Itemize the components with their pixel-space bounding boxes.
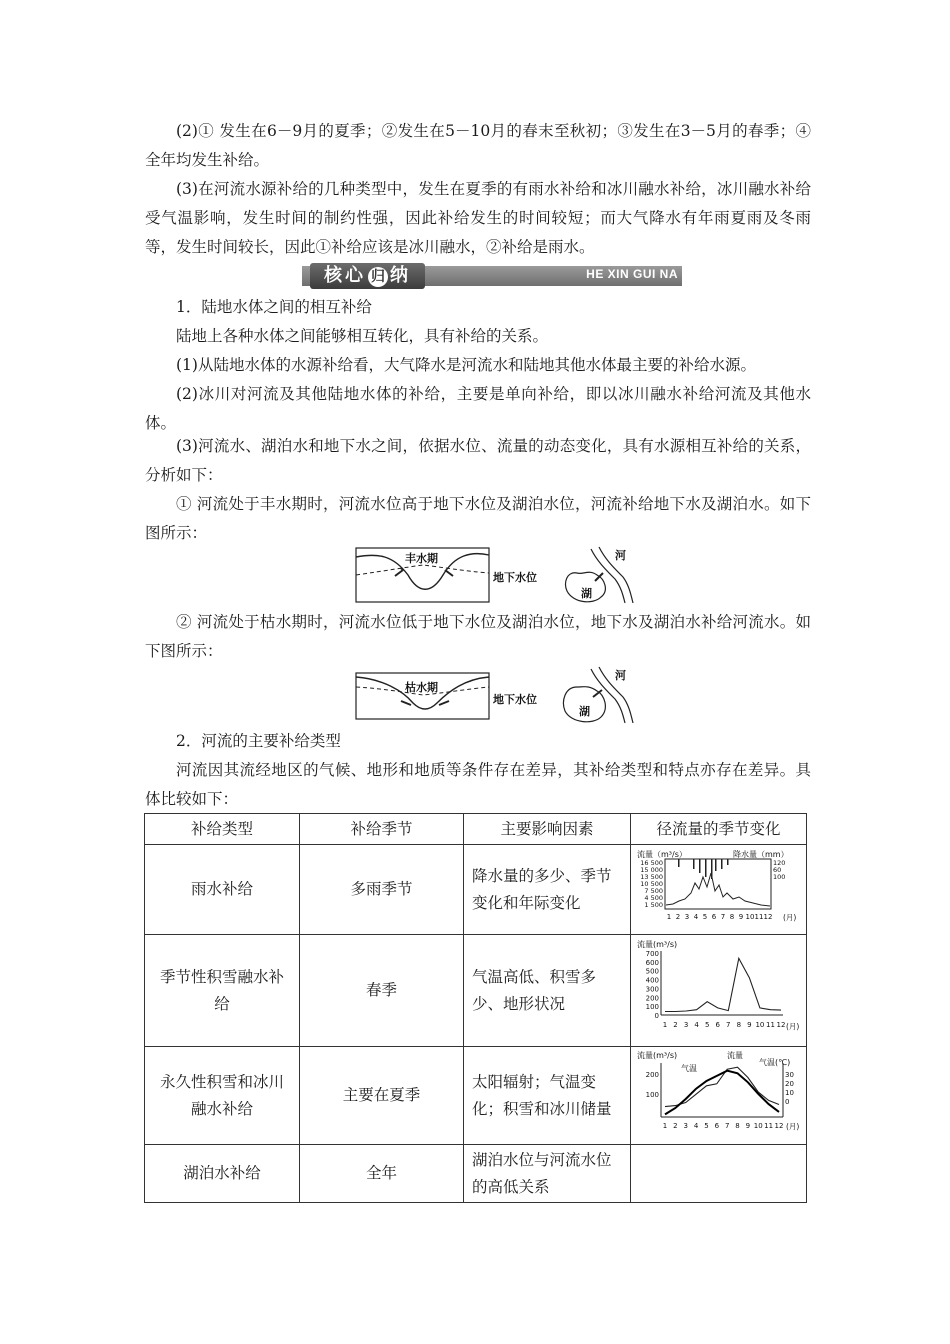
y-tick-label: 7 500 [644, 887, 663, 895]
x-unit: (月) [786, 1022, 800, 1031]
plot-frame [665, 859, 771, 909]
x-tick-group [663, 1122, 784, 1130]
table-header: 径流量的季节变化 [631, 814, 807, 845]
y2-tick-label: 60 [773, 866, 782, 874]
y-tick-label: 4 500 [644, 894, 663, 902]
paragraph-answer-2: (2)① 发生在6－9月的夏季；②发生在5－10月的春末至秋初；③发生在3－5月的春季；④全年均发生补给。 [145, 122, 811, 169]
runoff-line [666, 873, 770, 906]
table-cell: 太阳辐射；气温变化；积雪和冰川储量 [464, 1047, 631, 1145]
x-tick-label: 11 [764, 1122, 774, 1130]
table-cell-chart [631, 845, 807, 935]
heading-1: 1．陆地水体之间的相互补给 [176, 298, 372, 316]
x-tick-label: 8 [736, 1021, 742, 1029]
y-tick-label: 600 [645, 958, 659, 967]
precip-bar [699, 859, 701, 873]
y-tick-label: 300 [645, 985, 659, 994]
x-tick-label: 10 [753, 1122, 763, 1130]
paragraph-item-2: (2)冰川对河流及其他陆地水体的补给，主要是单向补给，即以冰川融水补给河流及其他水体。 [145, 385, 811, 432]
x-unit: (月) [786, 1122, 800, 1131]
precip-bar [705, 859, 707, 877]
y2-tick-group [773, 859, 785, 881]
y2-tick-label: 0 [785, 1098, 790, 1106]
y-tick-group [646, 1071, 659, 1099]
table-row [145, 845, 807, 935]
y2-tick-label: 120 [773, 859, 786, 867]
x-tick-label: 9 [747, 1021, 752, 1029]
paragraph-item-1: (1)从陆地水体的水源补给看，大气降水是河流水和陆地其他水体最主要的补给水源。 [176, 356, 756, 374]
table-cell: 全年 [300, 1145, 464, 1203]
y-tick-label: 200 [645, 994, 659, 1003]
x-tick-label: 12 [776, 1021, 786, 1029]
lake-label: 湖 [579, 705, 590, 718]
runoff-line [665, 958, 781, 1011]
x-tick-label: 1 [662, 1122, 668, 1130]
y-tick-label: 100 [645, 1003, 659, 1012]
table-cell: 多雨季节 [300, 845, 464, 935]
table-cell: 永久性积雪和冰川融水补给 [145, 1047, 300, 1145]
table-cell-chart [631, 935, 807, 1047]
x-tick-label: 11 [754, 913, 764, 921]
table-header: 补给季节 [300, 814, 464, 845]
river-label: 河 [615, 669, 626, 682]
x-tick-label: 8 [729, 913, 735, 921]
y-tick-label: 10 500 [640, 880, 663, 888]
table-row [145, 935, 807, 1047]
ylabel: 流量(m³/s) [637, 940, 678, 949]
x-tick-label: 7 [724, 1122, 730, 1130]
x-tick-label: 5 [704, 1021, 710, 1029]
table-cell: 雨水补给 [145, 845, 300, 935]
paragraph-item-3: (3)河流水、湖泊水和地下水之间，依据水位、流量的动态变化，具有水源相互补给的关系，分析如下： [145, 437, 811, 484]
rain-supply-chart [633, 847, 803, 923]
table-header-row [145, 814, 807, 845]
x-tick-label: 4 [694, 1021, 699, 1029]
glacier-chart [633, 1049, 803, 1133]
banner-char-3: 归 [368, 267, 388, 287]
x-tick-label: 4 [693, 913, 699, 921]
x-tick-label: 6 [714, 1122, 720, 1130]
y2-tick-label: 20 [785, 1080, 794, 1088]
arrow-right-icon [439, 701, 449, 705]
precip-bar [715, 859, 717, 871]
table-header: 补给类型 [145, 814, 300, 845]
paragraph-dry: ② 河流处于枯水期时，河流水位低于地下水位及湖泊水位，地下水及湖泊水补给河流水。如下图所示： [145, 613, 811, 660]
precip-bar [721, 859, 723, 869]
x-unit: (月) [783, 913, 797, 922]
x-tick-label: 6 [711, 913, 717, 921]
x-tick-label: 11 [765, 1021, 775, 1029]
x-tick-label: 3 [683, 1021, 689, 1029]
arrow-right-icon [445, 570, 453, 576]
river-label: 河 [615, 549, 626, 562]
series-label-temp: 气温 [681, 1064, 697, 1073]
precip-bar [678, 859, 680, 867]
x-tick-label: 12 [774, 1122, 784, 1130]
x-tick-label: 2 [673, 1021, 678, 1029]
y-tick-label: 1 500 [644, 901, 663, 909]
y-tick-group [640, 859, 663, 909]
paragraph-flood: ① 河流处于丰水期时，河流水位高于地下水位及湖泊水位，河流补给地下水及湖泊水。如下图所示： [145, 495, 811, 542]
precipitation-bars [678, 859, 729, 879]
table-cell: 气温高低、积雪多少、地形状况 [464, 935, 631, 1047]
x-tick-label: 10 [755, 1021, 765, 1029]
table-row [145, 1145, 807, 1203]
paragraph-answer-3: (3)在河流水源补给的几种类型中，发生在夏季的有雨水补给和冰川融水补给，冰川融水补给受气温影响，发生时间的制约性强，因此补给发生的时间较短；而大气降水有年雨夏雨及冬雨等，发生时间较长，因此①补给应该是冰川融水，②补给是雨水。 [145, 180, 811, 256]
x-tick-group [667, 913, 773, 921]
y-tick-label: 100 [645, 1091, 659, 1099]
y-tick-label: 700 [645, 950, 659, 958]
table-cell: 降水量的多少、季节变化和年际变化 [464, 845, 631, 935]
banner-char-1: 核 [324, 265, 345, 286]
y2-tick-label: 100 [773, 873, 786, 881]
dry-period-diagram [353, 665, 643, 725]
precip-bar [693, 859, 695, 869]
seasonal-snow-chart [633, 937, 803, 1035]
precip-bar [727, 859, 729, 865]
supply-types-table [144, 813, 807, 1203]
x-tick-label: 5 [702, 913, 708, 921]
x-tick-label: 4 [693, 1122, 699, 1130]
ylabel: 流量（m³/s） [637, 850, 687, 859]
table-cell: 春季 [300, 935, 464, 1047]
x-tick-label: 12 [763, 913, 773, 921]
paragraph-intro: 陆地上各种水体之间能够相互转化，具有补给的关系。 [176, 327, 549, 345]
table-cell-empty [631, 1145, 807, 1203]
y-tick-label: 0 [654, 1012, 659, 1020]
period-label: 丰水期 [405, 552, 438, 565]
table-cell: 季节性积雪融水补给 [145, 935, 300, 1047]
table-cell-chart [631, 1047, 807, 1145]
x-tick-label: 5 [704, 1122, 709, 1130]
y-tick-label: 15 000 [640, 866, 663, 874]
water-table-line [356, 565, 489, 575]
flood-period-diagram [353, 545, 643, 605]
y-tick-label: 400 [645, 976, 659, 985]
arrow-left-icon [395, 568, 403, 576]
x-tick-label: 7 [720, 913, 726, 921]
y2-tick-label: 30 [785, 1071, 794, 1079]
x-tick-label: 8 [735, 1122, 740, 1130]
paragraph-types-intro: 河流因其流经地区的气候、地形和地质等条件存在差异，其补给类型和特点亦存在差异。具体比较如下： [145, 761, 811, 808]
banner-title [310, 263, 425, 289]
banner-char-4: 纳 [390, 265, 411, 286]
x-tick-label: 1 [662, 1021, 668, 1029]
section-banner [302, 266, 682, 286]
y2label: 气温(℃) [759, 1058, 791, 1067]
x-tick-label: 10 [745, 913, 755, 921]
y2-tick-label: 10 [785, 1089, 794, 1097]
x-tick-label: 1 [666, 913, 672, 921]
series-label-runoff: 流量 [727, 1051, 743, 1060]
y-tick-label: 500 [645, 967, 659, 976]
x-tick-label: 9 [738, 913, 744, 921]
heading-2: 2．河流的主要补给类型 [176, 732, 341, 750]
x-tick-label: 6 [715, 1021, 720, 1029]
groundwater-label: 地下水位 [493, 693, 537, 706]
banner-english: HE XIN GUI NA [586, 267, 678, 281]
y-tick-label: 13 500 [640, 873, 663, 881]
arrow-left-icon [401, 701, 411, 705]
x-tick-label: 2 [675, 913, 681, 921]
x-tick-label: 3 [684, 913, 690, 921]
y2-tick-group [785, 1071, 794, 1106]
y-tick-label: 200 [645, 1071, 659, 1079]
x-tick-label: 2 [673, 1122, 678, 1130]
table-cell: 主要在夏季 [300, 1047, 464, 1145]
ylabel: 流量(m³/s) [637, 1051, 678, 1060]
table-row [145, 1047, 807, 1145]
x-tick-label: 9 [745, 1122, 751, 1130]
y2label: 降水量（mm） [733, 850, 789, 859]
table-cell: 湖泊水位与河流水位的高低关系 [464, 1145, 631, 1203]
x-tick-group [663, 1021, 786, 1029]
banner-char-2: 心 [345, 265, 366, 286]
lake-label: 湖 [581, 587, 592, 600]
groundwater-label: 地下水位 [493, 571, 537, 584]
x-tick-label: 7 [726, 1021, 731, 1029]
x-tick-label: 3 [683, 1122, 688, 1130]
table-header: 主要影响因素 [464, 814, 631, 845]
table-cell: 湖泊水补给 [145, 1145, 300, 1203]
y-tick-label: 16 500 [640, 859, 663, 867]
period-label: 枯水期 [405, 681, 438, 694]
y-tick-group [646, 950, 659, 1020]
